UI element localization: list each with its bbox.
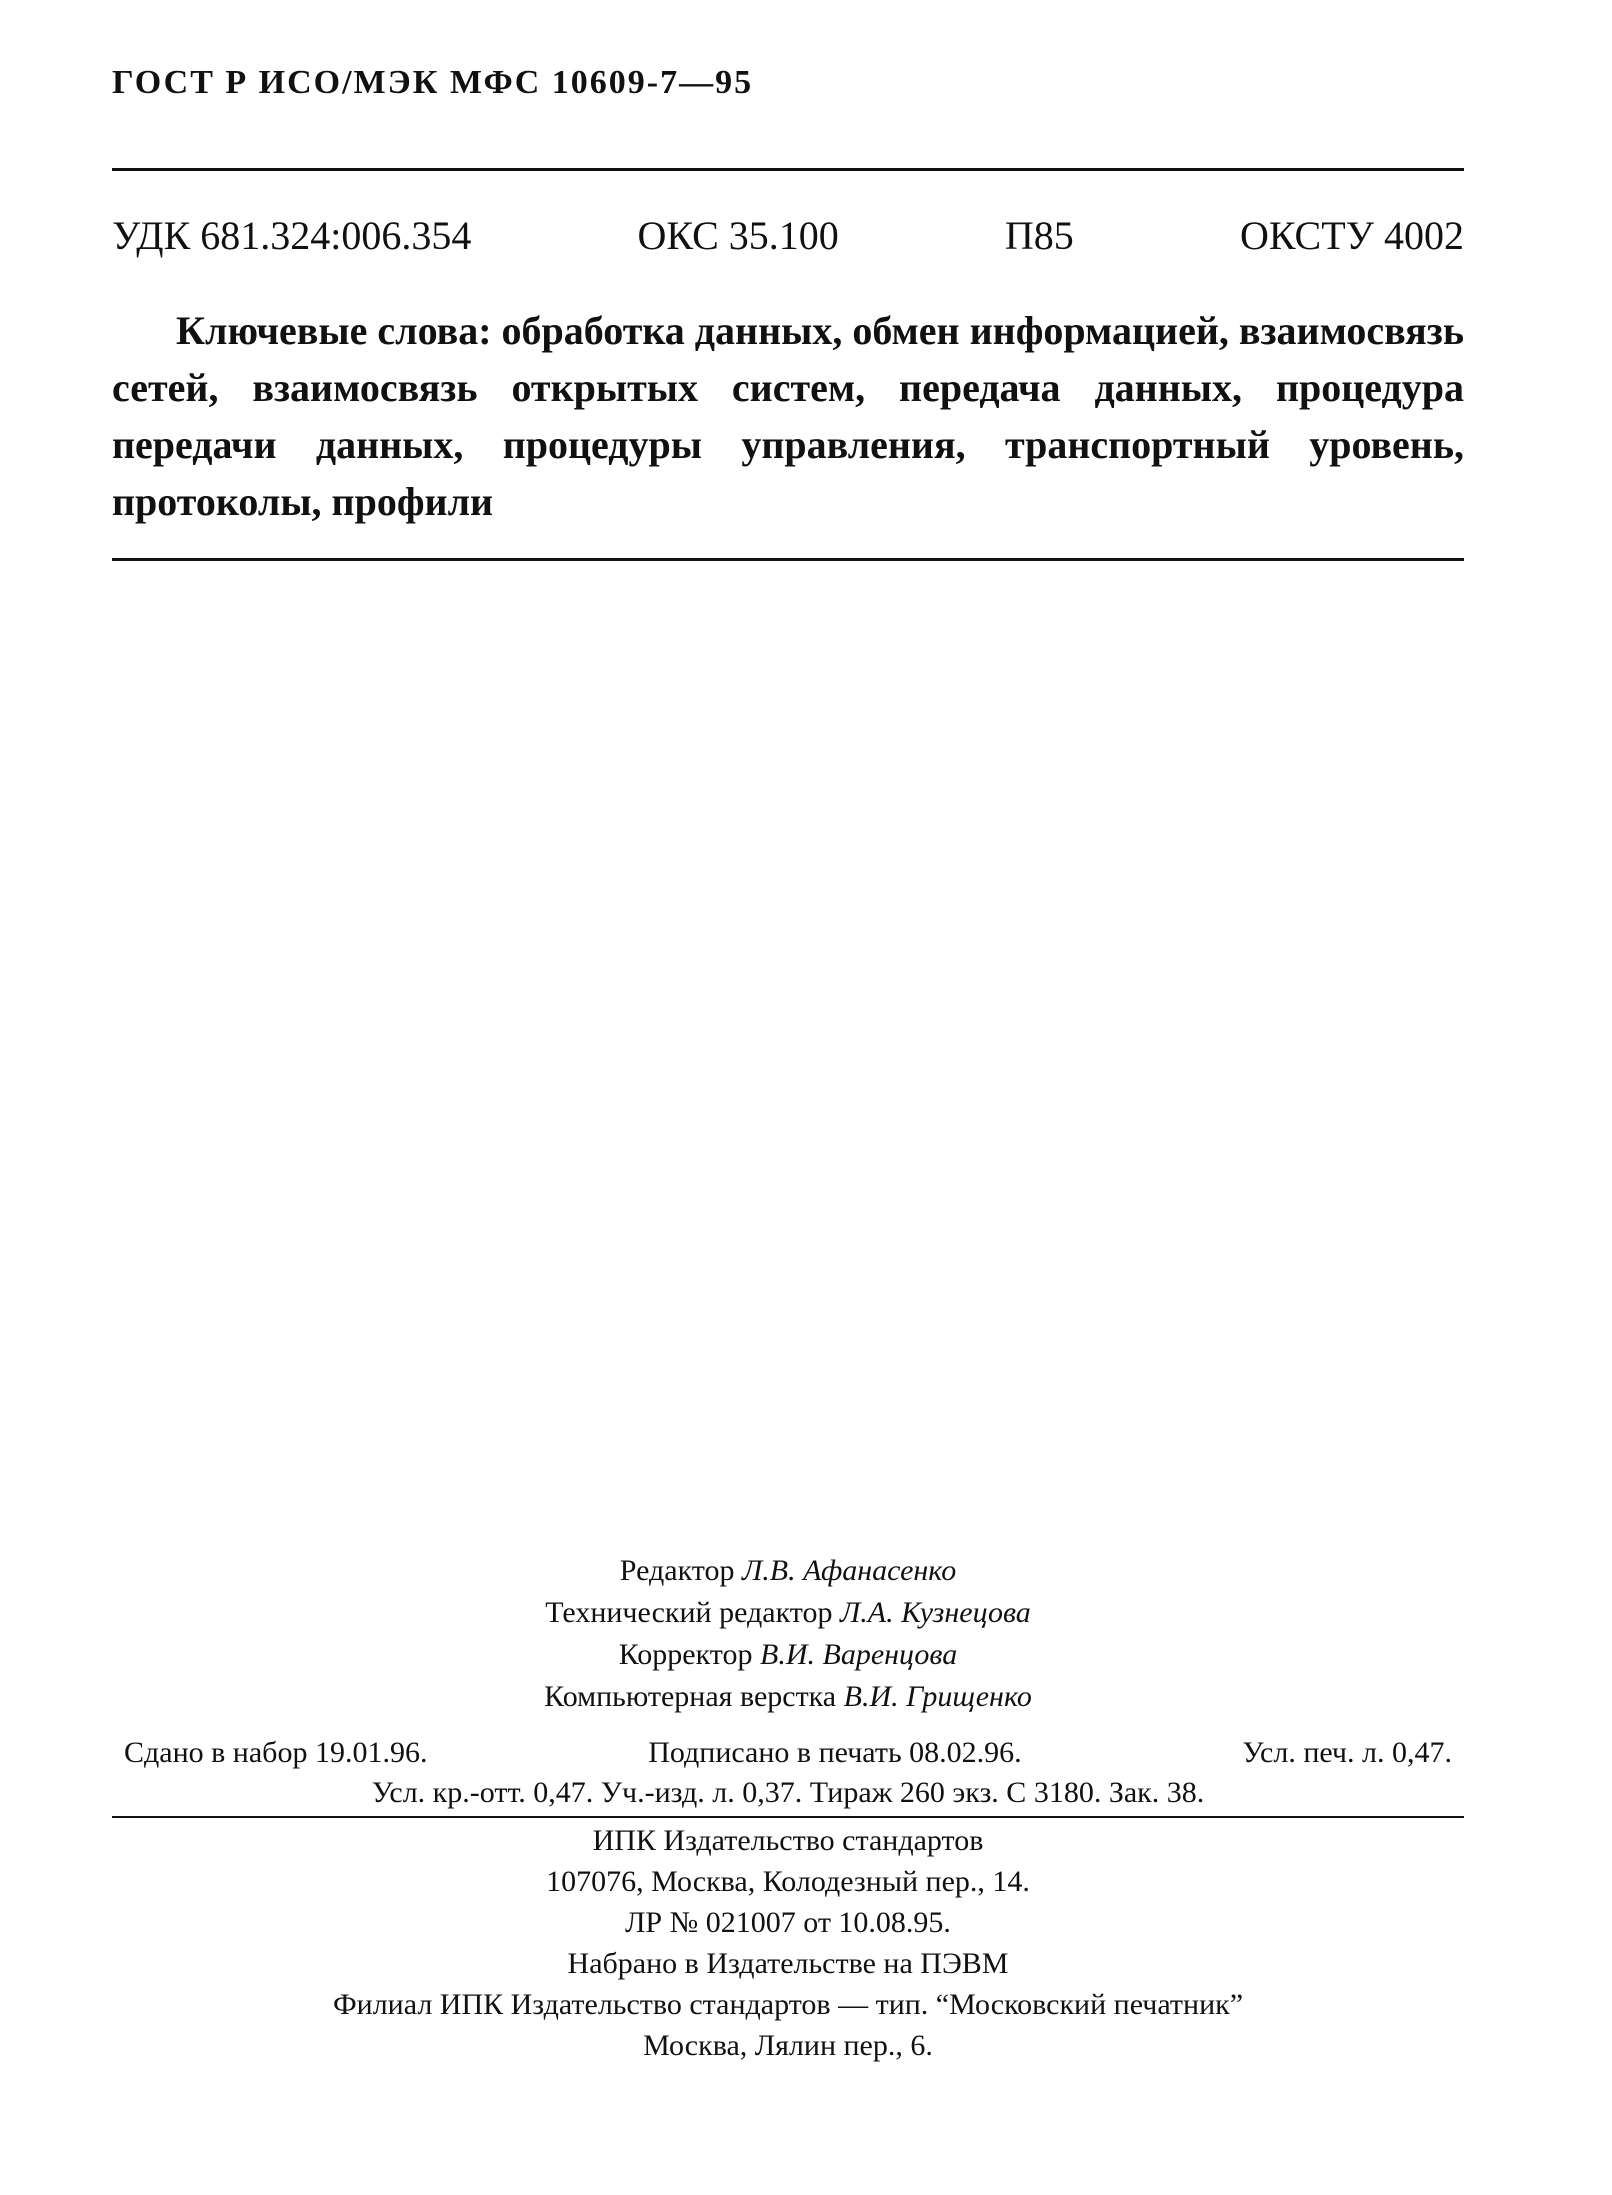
print-sheets: Усл. печ. л. 0,47.	[1242, 1736, 1452, 1769]
sent-date: Сдано в набор 19.01.96.	[124, 1736, 428, 1769]
credit-line-corrector: Корректор В.И. Варенцова	[618, 1638, 958, 1671]
publication-info	[112, 1733, 1464, 1813]
credit-line-editor: Редактор Л.В. Афанасенко	[619, 1554, 957, 1587]
imprint-line: 107076, Москва, Колодезный пер., 14.	[546, 1865, 1030, 1898]
credits-block	[112, 1550, 1464, 1718]
top-divider	[112, 168, 1464, 171]
imprint-block	[112, 1820, 1464, 2066]
imprint-line: ИПК Издательство стандартов	[592, 1824, 984, 1857]
document-header: ГОСТ Р ИСО/МЭК МФС 10609-7—95	[112, 64, 754, 101]
credit-line-tech-editor: Технический редактор Л.А. Кузнецова	[545, 1596, 1031, 1629]
okstu-code: ОКСТУ 4002	[1239, 213, 1464, 258]
keywords-divider	[112, 558, 1464, 561]
oks-code: ОКС 35.100	[637, 213, 839, 258]
print-run-info: Усл. кр.-отт. 0,47. Уч.-изд. л. 0,37. Тираж 260 экз. С 3180. Зак. 38.	[371, 1776, 1205, 1809]
credit-line-layout: Компьютерная верстка В.И. Грищенко	[544, 1680, 1032, 1713]
signed-date: Подписано в печать 08.02.96.	[648, 1736, 1022, 1769]
udk-code: УДК 681.324:006.354	[112, 213, 472, 258]
imprint-line: Набрано в Издательстве на ПЭВМ	[567, 1947, 1009, 1980]
classification-codes	[112, 212, 1464, 259]
imprint-divider	[112, 1816, 1464, 1818]
imprint-line: ЛР № 021007 от 10.08.95.	[625, 1906, 951, 1939]
imprint-line: Москва, Лялин пер., 6.	[643, 2029, 933, 2062]
imprint-line: Филиал ИПК Издательство стандартов — тип. “Московский печатник”	[332, 1988, 1244, 2021]
keywords-paragraph: Ключевые слова: обработка данных, обмен информацией, взаимосвязь сетей, взаимосвязь открытых систем, передача данных, процедура передачи данных, процедуры управления, транспортный уровень, протоколы, профили	[112, 308, 1465, 524]
p-code: П85	[1004, 213, 1074, 258]
publication-dates	[112, 1733, 1464, 1773]
